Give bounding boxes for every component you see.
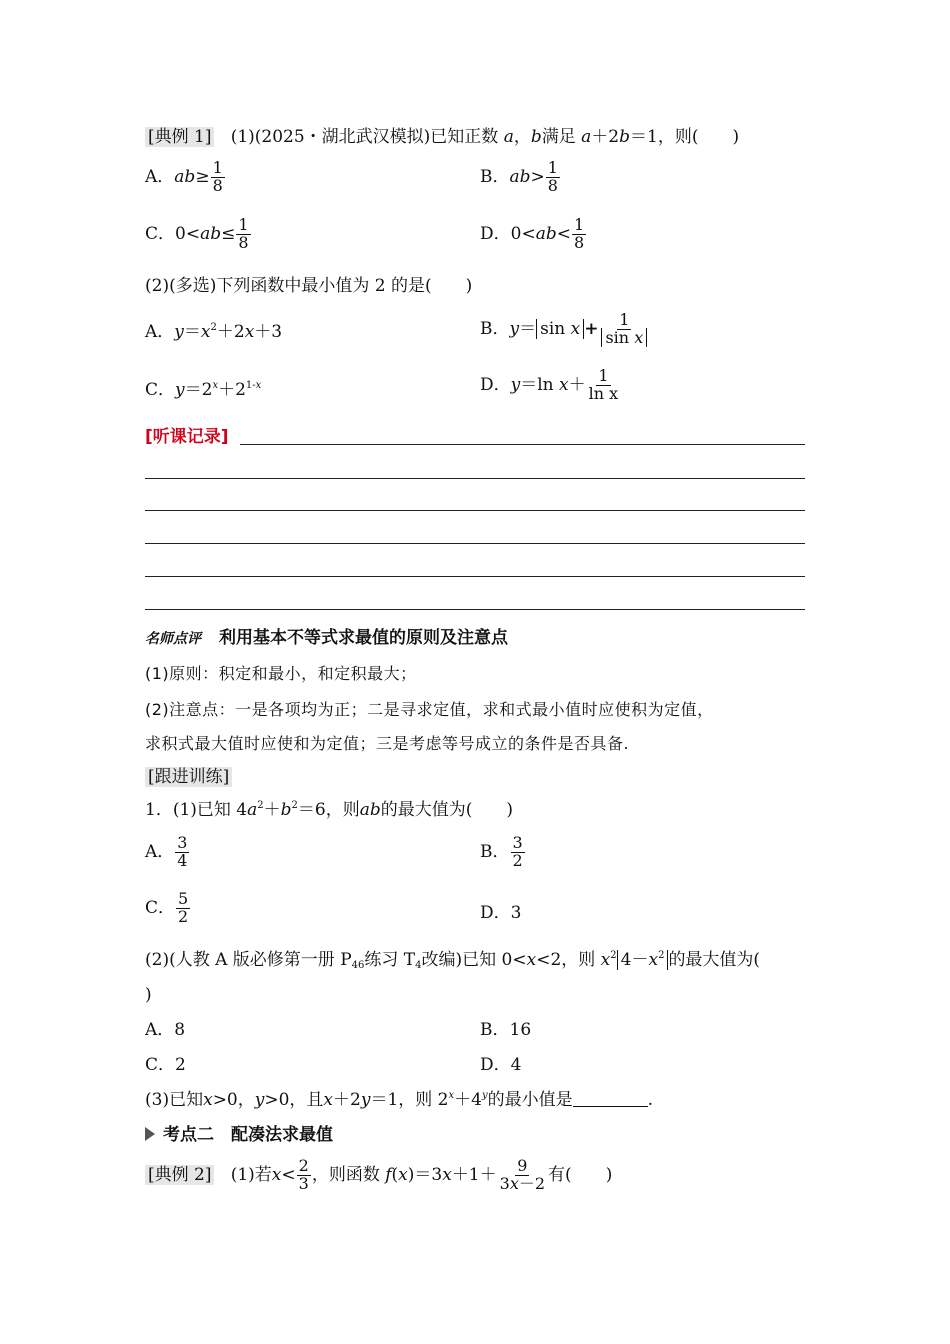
q1-post: ＝6，则 (297, 800, 360, 820)
play-triangle-icon (145, 1127, 155, 1141)
example1-tag: [典例 1] (145, 127, 214, 147)
option-value: 8 (174, 1020, 186, 1040)
notes-line[interactable] (145, 510, 805, 511)
option-label: B． (480, 841, 510, 862)
example1-part1-prefix: (1)(2025・湖北武汉模拟)已知正数 (230, 127, 499, 147)
paren-close: ) (732, 127, 740, 147)
comma: ， (513, 127, 531, 147)
option-label: C． (145, 897, 176, 918)
option-label: A． (145, 1020, 175, 1040)
q1-pre: 1．(1)已知 4 (145, 800, 248, 820)
teacher-comment-heading (145, 628, 508, 648)
option-label: A． (145, 841, 175, 862)
q1-option-c[interactable] (145, 891, 191, 926)
option-expr: ab (174, 166, 196, 187)
fraction: $\frac{1}{8}$ (212, 158, 223, 195)
cond-eq: ＝1，则( (630, 127, 699, 147)
example2-tag: [典例 2] (145, 1165, 214, 1185)
section2-heading (145, 1125, 333, 1145)
q2-pre: (2)(人教 A 版必修第一册 P (145, 950, 352, 970)
mid-text: 满足 (541, 127, 576, 147)
option-label: C． (145, 1055, 176, 1075)
fraction: $\frac{1}{\text{ln x}}$ (588, 366, 619, 403)
paren-close: ) (506, 800, 514, 820)
q2-mid3: <2，则 (536, 950, 596, 970)
q1-option-d[interactable] (480, 903, 521, 923)
example1-stem (145, 127, 739, 147)
q3-end: 的最小值是 (487, 1090, 573, 1110)
q2-option-a[interactable] (145, 1020, 185, 1040)
teacher-badge: 名师点评 (145, 631, 201, 647)
option-2a[interactable]: A．$y=x^2+2x+3$ (145, 322, 283, 342)
option-1c[interactable] (145, 217, 252, 252)
practice-tag (145, 767, 232, 787)
option-2d[interactable]: D．y＝ln x＋ $\frac{1}{\text{ln x}}$ (480, 366, 619, 403)
cond-plus: ＋2 (591, 127, 620, 147)
option-label: B． (480, 166, 510, 187)
teacher-line-2: (2)注意点：一是各项均为正；二是寻求定值，求和式最小值时应使积为定值， (145, 700, 714, 719)
option-label: C． (145, 223, 176, 244)
option-pre: 0< (510, 223, 536, 244)
option-label: A． (145, 166, 175, 187)
teacher-line-1: (1)原则：积定和最小，和定积最大； (145, 664, 417, 683)
q1-option-b[interactable] (480, 835, 526, 870)
q3-mid2: >0，且 (264, 1090, 324, 1110)
q1-option-a[interactable] (145, 835, 190, 870)
option-value: 4 (510, 1055, 522, 1075)
example2-stem: [典例 2] (1)若x< $\frac{2}{3}$ ，则函数 f(x)＝3x＋1＋ $\frac{9}{3x-2}$ 有( ) (145, 1158, 612, 1193)
option-1b[interactable] (480, 160, 561, 195)
option-rel: ≤ (221, 223, 236, 244)
q2-p-sub: 46 (351, 960, 365, 971)
practice-q3: (3)已知x>0，y>0，且x＋2y＝1，则 $2^x+4^y$的最小值是 . (145, 1090, 654, 1110)
option-expr: ab (509, 166, 531, 187)
option-label: D． (480, 223, 511, 244)
practice-q1-stem: 1．(1)已知 $4a^2+b^2=6$，则ab的最大值为( ) (145, 800, 514, 820)
option-expr: ab (535, 223, 557, 244)
fraction: $\frac{1}{8}$ (573, 215, 585, 252)
q2-mid: 练习 T (364, 950, 416, 970)
fraction: $\frac{5}{2}$ (178, 889, 189, 926)
part2-stem-text: (2)(多选)下列函数中最小值为 2 的是( (145, 276, 432, 296)
var-b: b (530, 127, 542, 147)
option-value: 2 (175, 1055, 186, 1075)
option-rel: > (530, 166, 545, 187)
example2-pre: (1)若 (230, 1164, 272, 1185)
q1-end: 的最大值为( (380, 800, 473, 820)
q3-eq: ＝1，则 2 (370, 1090, 449, 1110)
option-2c[interactable]: C．$y=2^x+2^{1-x}$ (145, 380, 262, 400)
paren-close: ) (605, 1164, 613, 1185)
fraction: $\frac{1}{8}$ (547, 158, 558, 195)
example2-end: 有( (548, 1164, 572, 1185)
q3-mid1: >0， (212, 1090, 255, 1110)
var-a: a (503, 127, 514, 147)
paren-close: ) (465, 276, 473, 296)
notes-label: [听课记录] (145, 427, 229, 447)
option-label: A． (145, 322, 175, 342)
option-rel: ≥ (195, 166, 210, 187)
fraction: $\frac{2}{3}$ (298, 1156, 309, 1193)
option-value: 3 (510, 903, 522, 923)
example1-part2-stem (145, 276, 472, 296)
fraction: $\frac{3}{4}$ (177, 833, 188, 870)
q2-mid2: 改编)已知 0< (421, 950, 527, 970)
option-label: D． (480, 903, 511, 923)
option-1d[interactable] (480, 217, 587, 252)
fraction: $\frac{9}{3x-2}$ (499, 1156, 546, 1193)
notes-line[interactable] (145, 543, 805, 544)
notes-line[interactable] (145, 478, 805, 479)
example2-mid: ，则函数 (311, 1164, 380, 1185)
practice-q2-stem: (2)(人教 A 版必修第一册 $P_{46}$练习 $T_4$改编)已知 0<x<2，则 $x^2$ $4-x^2$ 的最大值为( (145, 950, 761, 971)
option-expr: ab (200, 223, 222, 244)
practice-tag-text: [跟进训练] (145, 767, 232, 787)
fraction: $\frac{1}{\text{sin x}}$ (599, 312, 649, 347)
fraction: $\frac{1}{8}$ (238, 215, 249, 252)
q3-plus4: ＋4 (454, 1090, 482, 1110)
option-2b[interactable]: B．y＝ sin x + $\frac{1}{\text{sin x}}$ (480, 312, 650, 347)
q2-close: ) (145, 985, 152, 1005)
q2-end: 的最大值为( (668, 950, 761, 970)
section2-title: 考点二 配凑法求最值 (163, 1125, 333, 1145)
option-pre: 0< (175, 223, 201, 244)
option-1a[interactable] (145, 160, 226, 195)
option-value: 16 (509, 1020, 532, 1040)
teacher-line-3: 求积式最大值时应使和为定值；三是考虑等号成立的条件是否具备. (145, 734, 630, 753)
option-label: D． (480, 1055, 511, 1075)
notes-line[interactable] (145, 609, 805, 610)
answer-blank[interactable] (573, 1092, 648, 1107)
notes-line[interactable] (240, 444, 805, 445)
q2-option-d[interactable] (480, 1055, 521, 1075)
cond-a: a (581, 127, 592, 147)
q3-dot: . (647, 1090, 654, 1110)
notes-line[interactable] (145, 576, 805, 577)
option-label: B． (480, 318, 510, 339)
q2-option-b[interactable] (480, 1020, 531, 1040)
fraction: $\frac{3}{2}$ (512, 833, 523, 870)
q1-ab: ab (359, 800, 381, 820)
teacher-title: 利用基本不等式求最值的原则及注意点 (219, 628, 508, 648)
q2-option-c[interactable] (145, 1055, 186, 1075)
option-rel: < (556, 223, 571, 244)
option-label: B． (480, 1020, 510, 1040)
option-label: D． (480, 374, 511, 395)
cond-b: b (619, 127, 631, 147)
q2-t-sub: 4 (415, 960, 422, 971)
q3-pre: (3)已知 (145, 1090, 204, 1110)
option-label: C． (145, 380, 176, 400)
